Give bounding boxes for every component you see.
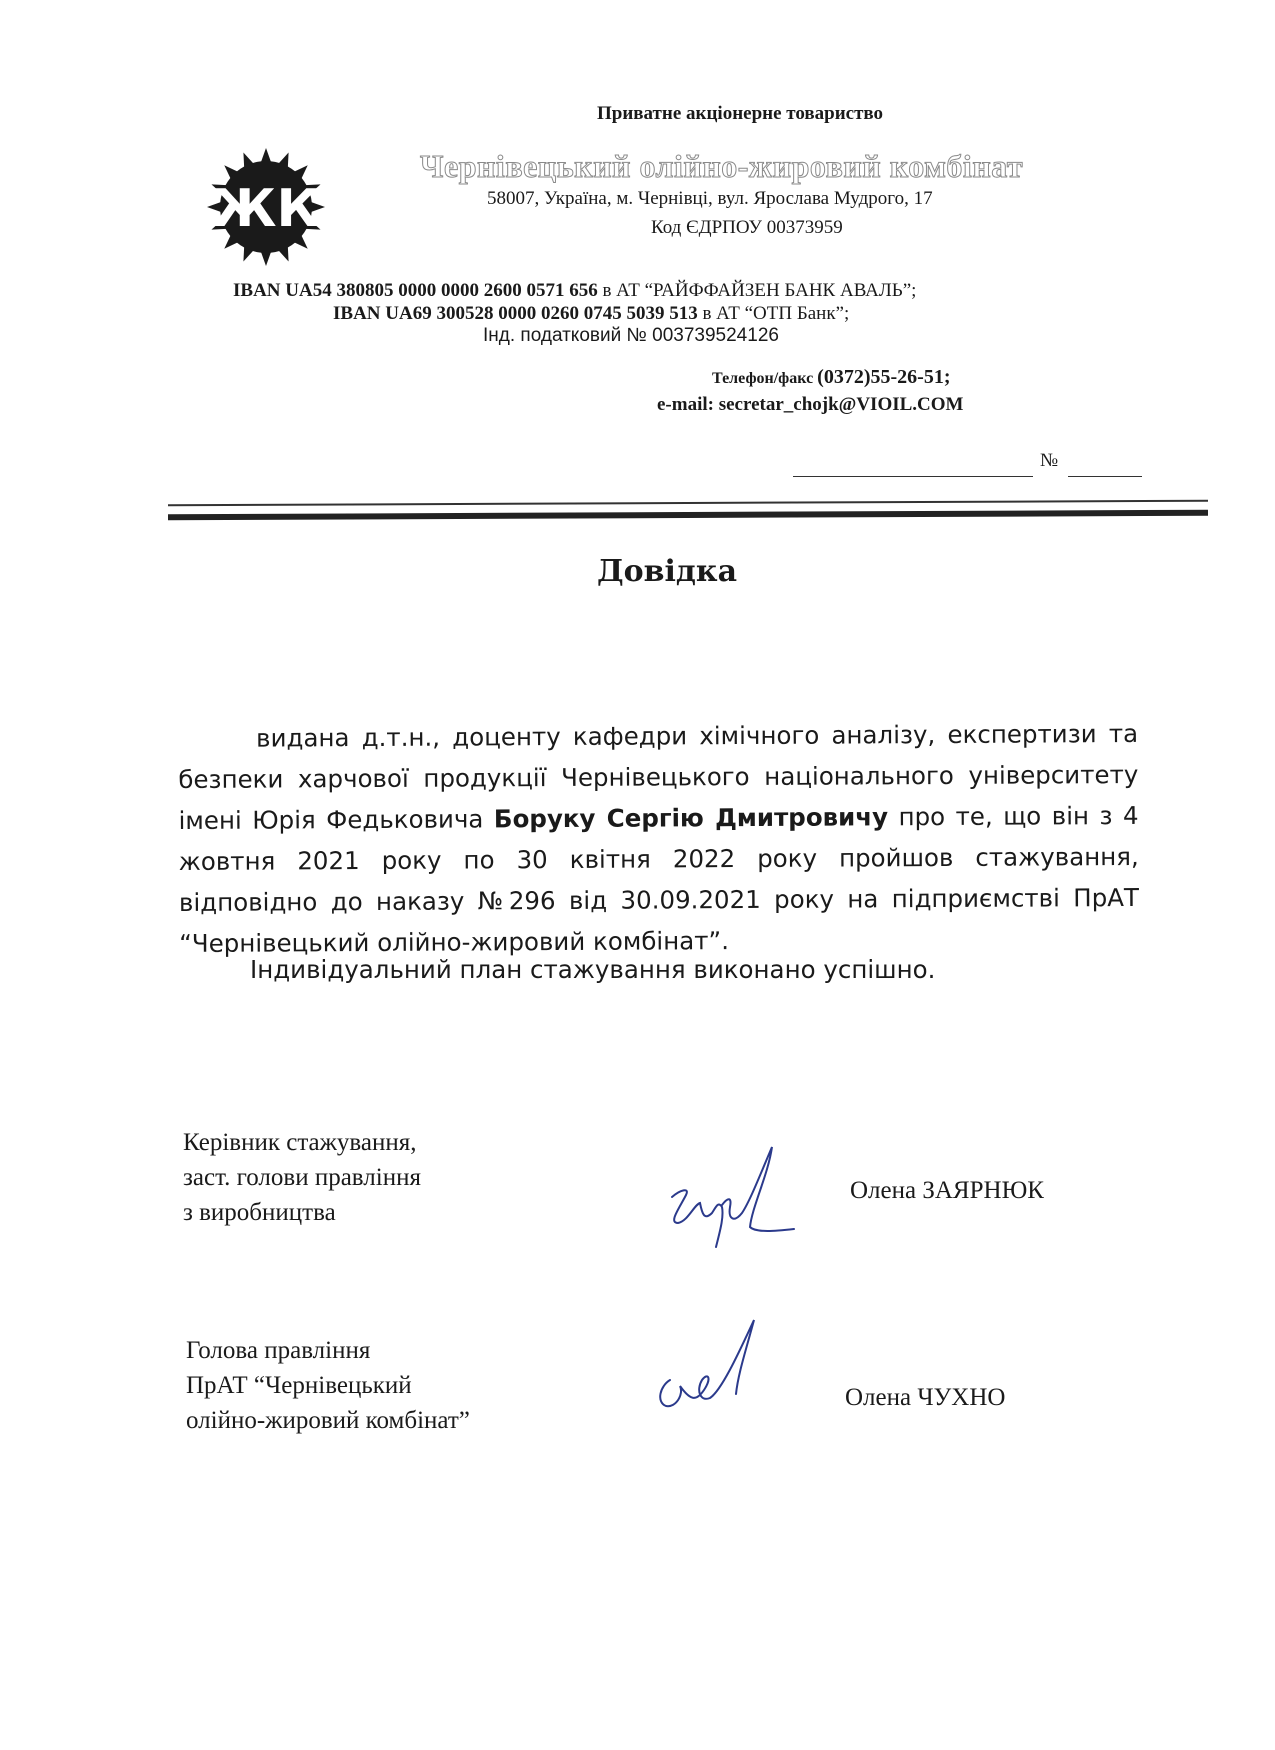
recipient-name: Боруку Сергію Дмитровичу [493,802,889,834]
iban-1-bank: в АТ “РАЙФФАЙЗЕН БАНК АВАЛЬ”; [597,280,917,301]
company-name: Чернівецький олійно-жировий комбінат [420,148,1024,184]
email: e-mail: secretar_chojk@VIOIL.COM [657,394,964,415]
body-part-2: про те, що він з 4 жовтня 2021 року по 30 квітня 2022 року пройшов стажування, відповідно до наказу №296 від 30.09.2021 року на підприємстві ПрАТ “Чернівецький олійно-жировий комбінат”. [178,800,1140,958]
reg-number-label: № [1040,450,1059,471]
company-edrpou: Код ЄДРПОУ 00373959 [651,217,843,238]
signatory-1-name: Олена ЗАЯРНЮК [850,1177,1044,1204]
reg-date-line [793,462,1033,477]
signatory-1-role-line: Керівник стажування, [183,1129,417,1156]
signatory-2-role-line: Голова правління [186,1337,371,1364]
signature-2-handwritten [650,1310,760,1425]
phone-label: Телефон/факс [712,370,818,387]
iban-line-1 [233,280,916,302]
signatory-1-role-line: з виробництва [183,1199,336,1226]
signatory-2-role-line: ПрАТ “Чернівецький [186,1372,412,1399]
signatory-1-role [183,1125,421,1230]
signature-1-handwritten [660,1135,800,1255]
plan-completed-paragraph: Індивідуальний план стажування виконано успішно. [250,955,936,984]
signatory-2-role [186,1333,470,1438]
tax-id: Інд. податковий № 003739524126 [483,325,779,346]
certificate-body [178,713,1139,964]
header-divider-thin [168,500,1208,507]
iban-line-2 [333,303,849,325]
signatory-2-name: Олена ЧУХНО [845,1384,1006,1411]
company-type: Приватне акціонерне товариство [597,103,884,124]
phone-line [712,366,950,389]
reg-number-line [1068,462,1142,477]
document-title: Довідка [597,554,738,589]
signatory-1-role-line: заст. голови правління [183,1164,421,1191]
phone-number: (0372)55-26-51; [817,366,951,388]
iban-2-bank: в АТ “ОТП Банк”; [697,303,850,324]
logo-letters: ЖК [212,179,320,239]
company-logo-icon [207,148,325,266]
company-address: 58007, Україна, м. Чернівці, вул. Ярослава Мудрого, 17 [487,188,933,209]
iban-2-number: IBAN UA69 300528 0000 0260 0745 5039 513 [333,303,698,324]
header-divider-thick [168,510,1208,521]
body-part-1: видана д.т.н., доценту кафедри хімічного аналізу, експертизи та безпеки харчової продукції Чернівецького національного університету імені Юрія Федьковича [178,718,1139,835]
iban-1-number: IBAN UA54 380805 0000 0000 2600 0571 656 [233,280,598,301]
signatory-2-role-line: олійно-жировий комбінат” [186,1407,470,1434]
